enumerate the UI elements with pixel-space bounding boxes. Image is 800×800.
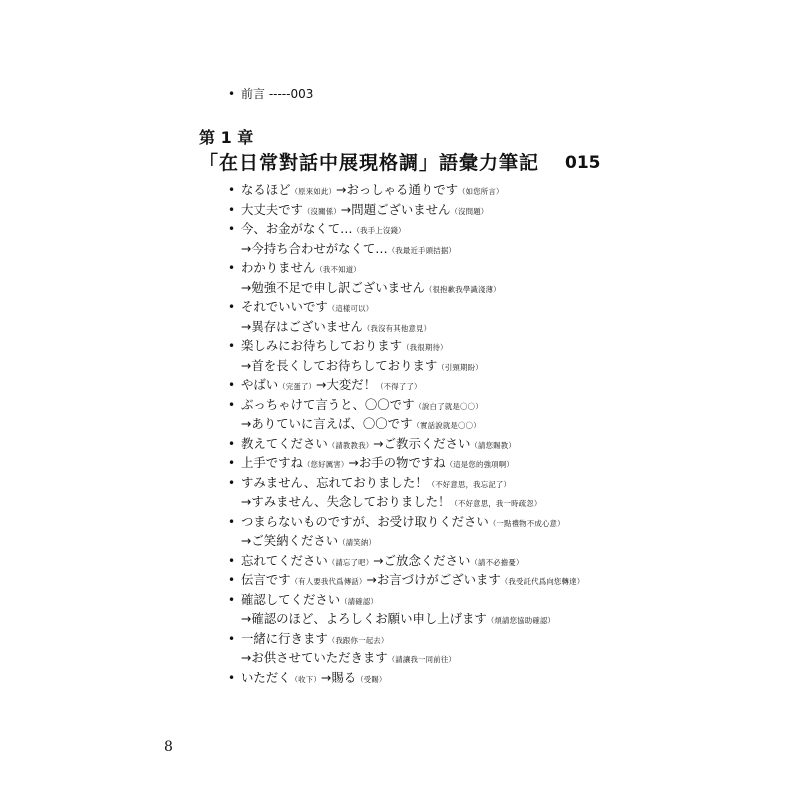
translation-note: （沒問題） [450,206,489,216]
phrase-text: →お手の物ですね [348,455,446,470]
phrase-text: →大変だ！ [316,377,377,392]
phrase-text: なるほど [241,182,291,197]
translation-note: （請忘了吧） [327,557,374,567]
phrase-text: →おっしゃる通りです [336,182,459,197]
translation-note: （我手上沒錢） [352,226,406,235]
phrase-text: →確認のほど、よろしくお願い申し上げます [241,611,487,626]
phrase-text: 伝言です [241,572,291,587]
phrase-text: 確認してください [241,591,341,607]
bullet-marker: • [228,339,236,353]
phrase-text: →賜る [320,669,357,685]
phrase-text: ぶっちゃけて言うと、〇〇です [241,396,415,412]
phrase-text: →異存はございません [241,318,363,334]
translation-note: （引頸期盼） [437,362,483,372]
list-item [228,180,628,200]
translation-note: （一點禮物不成心意） [488,518,565,528]
bullet-marker: • [228,514,236,529]
translation-note: （請確認） [340,596,379,606]
list-item [228,200,628,220]
translation-note: （請笑納） [338,538,377,547]
list-item [228,473,628,493]
list-item-continuation [228,609,628,629]
list-item [228,375,628,395]
bullet-marker: • [228,202,236,217]
phrase-text: →問題ございません [340,201,451,217]
phrase-text: →今持ち合わせがなくて… [241,240,388,256]
translation-note: （請您賜教） [470,440,516,450]
phrase-text: 楽しみにお待ちしております [241,338,403,353]
list-item-continuation [228,356,628,376]
list-item-continuation [228,492,628,512]
list-item [228,551,628,571]
preface-entry [228,86,313,102]
phrase-text: つまらないものですが、お受け取りください [241,513,489,529]
bullet-marker: • [228,456,236,470]
translation-note: （收下） [290,674,321,684]
translation-note: （很抱歉我學識淺薄） [424,284,501,294]
translation-note: （這樣可以） [327,304,374,313]
vocabulary-list [228,180,628,687]
translation-note: （受賜） [356,674,387,684]
chapter-label: 第 1 章 [199,128,254,147]
translation-note: （有人要我代爲傳話） [290,577,367,586]
phrase-text: →ありていに言えば、〇〇です [241,416,413,431]
translation-note: （沒關係） [302,206,341,216]
chapter-title: 「在日常對話中展現格調」語彙力筆記 [199,152,540,174]
bullet-marker: • [228,183,236,197]
translation-note: （請讓我一同前往） [387,655,457,664]
list-item [228,590,628,610]
bullet-marker: • [228,553,236,568]
phrase-text: すみません、忘れておりました！ [241,474,428,490]
translation-note: （如您所言） [458,187,504,196]
phrase-text: 教えてください [241,435,328,451]
phrase-text: →ご放念ください [373,552,471,568]
translation-note: （實話說就是〇〇） [412,421,481,430]
list-item [228,219,628,239]
phrase-text: やばい [241,377,279,392]
phrase-text: →すみません、失念しておりました！ [241,494,451,509]
translation-note: （請教教我） [327,440,374,450]
chapter-page-number: 015 [565,153,601,173]
phrase-text: →勉強不足で申し訳ございません [241,279,425,295]
phrase-text: 忘れてください [241,552,328,568]
list-item [228,258,628,278]
list-item [228,570,628,590]
translation-note: （我最近手頭拮据） [387,245,457,255]
list-item [228,336,628,356]
list-item-continuation [228,414,628,434]
translation-note: （我受託代爲向您轉達） [500,577,585,586]
phrase-text: →お供させていただきます [241,650,388,665]
preface-text: 前言 -----003 [241,87,314,101]
list-item-continuation [228,278,628,298]
translation-note: （我沒有其他意見） [362,323,432,333]
bullet-marker: • [228,300,236,314]
list-item [228,453,628,473]
list-item [228,512,628,532]
phrase-text: 上手ですね [241,455,303,470]
translation-note: （說白了就是〇〇） [414,401,483,411]
translation-note: （不得了了） [376,382,422,391]
bullet-marker: • [228,261,236,275]
list-item [228,434,628,454]
translation-note: （您好厲害） [302,460,349,469]
phrase-text: →首を長くしてお待ちしております [241,357,438,373]
bullet-marker: • [228,573,236,587]
list-item [228,395,628,415]
translation-note: （我不知道） [315,265,361,274]
bullet-marker: • [228,378,236,392]
list-item-continuation [228,531,628,551]
phrase-text: →ご教示ください [373,435,471,451]
translation-note: （原來如此） [290,187,337,196]
translation-note: （我很期待） [402,343,448,352]
chapter-title-row [199,150,619,176]
list-item-continuation [228,317,628,337]
bullet-marker: • [228,670,236,685]
translation-note: （我跟你一起去） [327,635,389,645]
page-number: 8 [164,739,173,755]
bullet-marker: • [228,222,236,236]
bullet-marker: • [228,397,236,412]
phrase-text: →ご笑納ください [241,533,339,548]
bullet-marker: • [228,631,236,646]
phrase-text: それでいいです [241,299,328,314]
translation-note: （這是您的強項啊） [445,460,514,469]
bullet-marker: • [228,436,236,451]
list-item [228,629,628,649]
list-item [228,668,628,688]
list-item-continuation [228,648,628,668]
translation-note: （請不必擔憂） [470,557,524,567]
phrase-text: 一緒に行きます [241,630,328,646]
phrase-text: →お言づけがございます [366,572,501,587]
phrase-text: わかりません [241,260,316,275]
list-item-continuation [228,239,628,259]
list-item [228,297,628,317]
translation-note: （不好意思，我忘記了） [427,479,512,489]
phrase-text: 今、お金がなくて… [241,221,353,236]
chapter-heading [199,128,619,176]
phrase-text: いただく [241,669,291,685]
bullet-marker: • [228,87,236,101]
phrase-text: 大丈夫です [241,201,303,217]
translation-note: （完蛋了） [278,382,317,391]
translation-note: （煩請您協助確認） [486,616,556,625]
bullet-marker: • [228,475,236,490]
bullet-marker: • [228,592,236,607]
translation-note: （不好意思，我一時疏忽） [450,499,542,508]
